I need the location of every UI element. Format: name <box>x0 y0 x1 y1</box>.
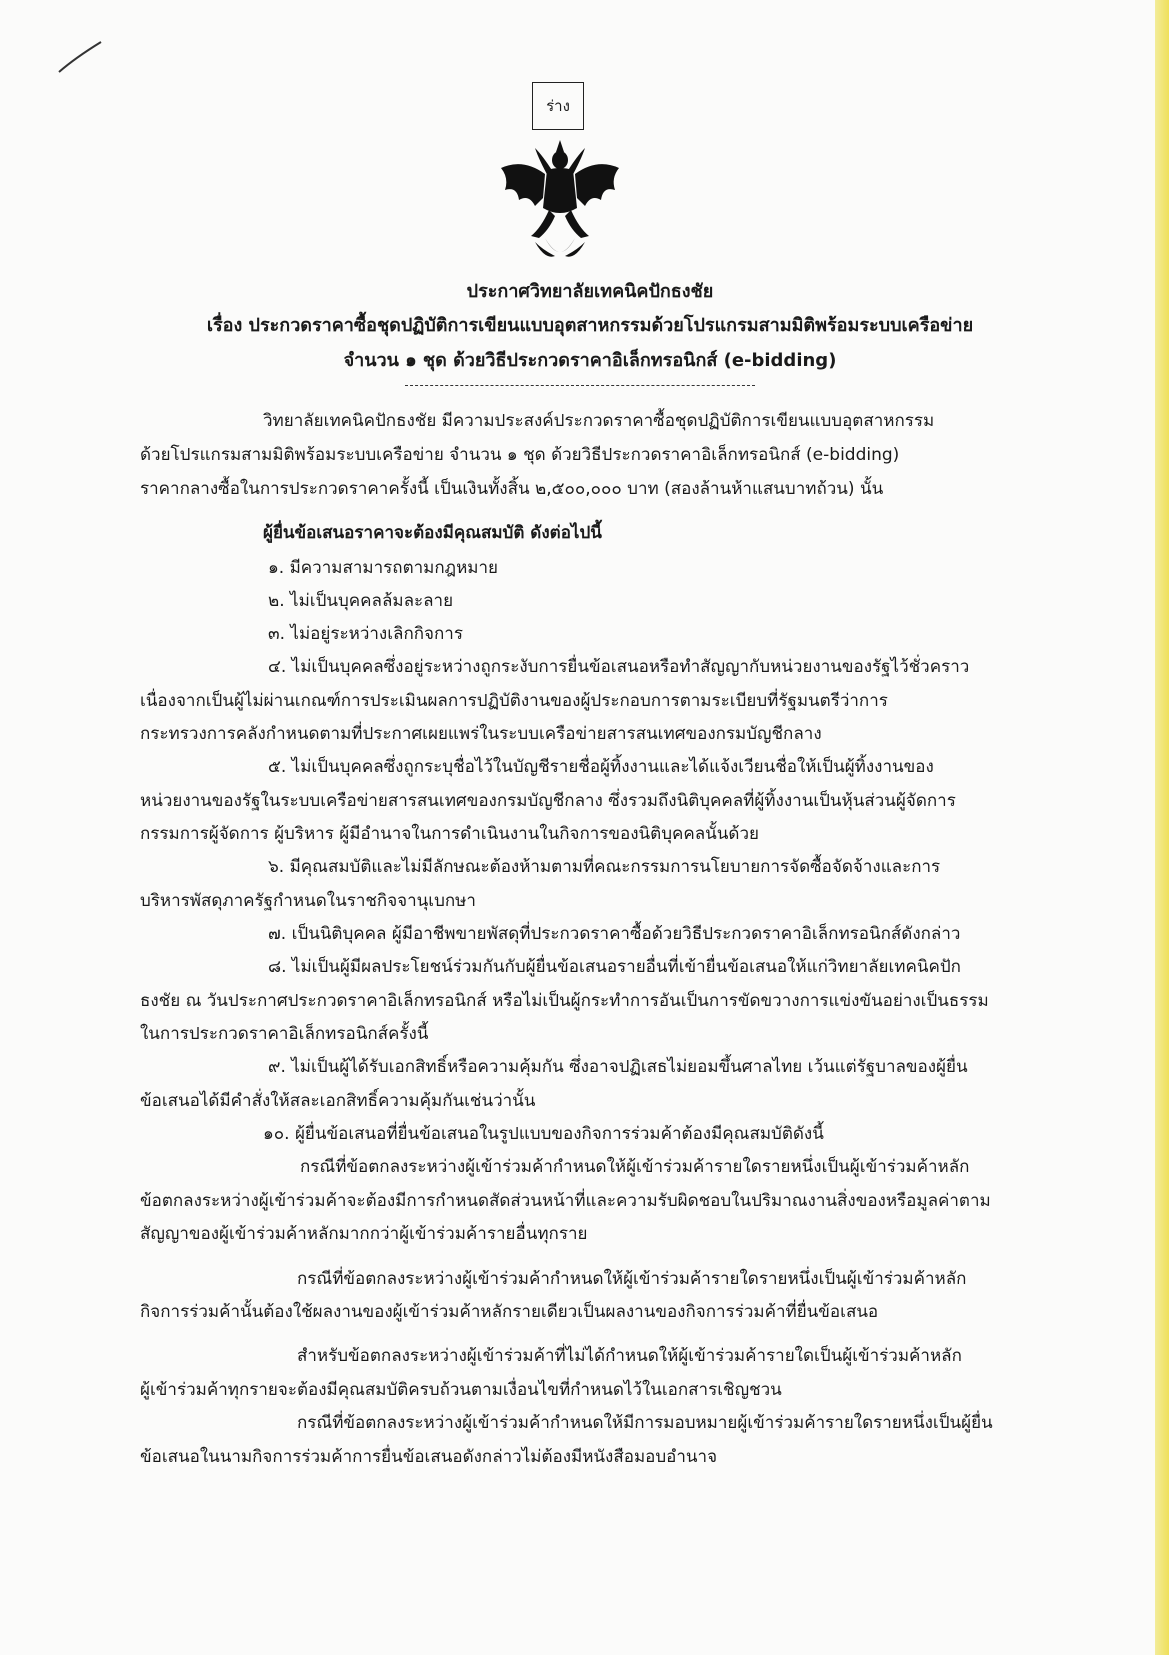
jv-para-1-line-2: ข้อตกลงระหว่างผู้เข้าร่วมค้าจะต้องมีการกำหนดสัดส่วนหน้าที่และความรับผิดชอบในปริมาณงานสิ่งของหรือมูลค่าตาม <box>140 1191 991 1211</box>
qualification-item-6-line-1: ๖. มีคุณสมบัติและไม่มีลักษณะต้องห้ามตามที่คณะกรรมการนโยบายการจัดซื้อจัดจ้างและการ <box>268 857 941 877</box>
jv-para-4-line-1: กรณีที่ข้อตกลงระหว่างผู้เข้าร่วมค้ากำหนดให้มีการมอบหมายผู้เข้าร่วมค้ารายใดรายหนึ่งเป็นผู้ยื่น <box>297 1413 993 1433</box>
page-edge-highlight <box>1155 0 1169 1655</box>
jv-para-3-line-2: ผู้เข้าร่วมค้าทุกรายจะต้องมีคุณสมบัติครบถ้วนตามเงื่อนไขที่กำหนดไว้ในเอกสารเชิญชวน <box>140 1380 782 1400</box>
qualification-item-1: ๑. มีความสามารถตามกฎหมาย <box>268 558 498 578</box>
intro-line-1: วิทยาลัยเทคนิคปักธงชัย มีความประสงค์ประกวดราคาซื้อชุดปฏิบัติการเขียนแบบอุตสาหกรรม <box>263 411 935 431</box>
draft-stamp: ร่าง <box>532 82 584 130</box>
qualification-item-4-line-1: ๔. ไม่เป็นบุคคลซึ่งอยู่ระหว่างถูกระงับการยื่นข้อเสนอหรือทำสัญญากับหน่วยงานของรัฐไว้ชั่วคราว <box>268 657 970 677</box>
header-divider <box>405 385 755 386</box>
garuda-emblem-icon <box>495 138 625 266</box>
jv-para-2-line-2: กิจการร่วมค้านั้นต้องใช้ผลงานของผู้เข้าร่วมค้าหลักรายเดียวเป็นผลงานของกิจการร่วมค้าที่ยื่นข้อเสนอ <box>140 1302 879 1322</box>
qualification-item-8-line-2: ธงชัย ณ วันประกาศประกวดราคาอิเล็กทรอนิกส์ หรือไม่เป็นผู้กระทำการอันเป็นการขัดขวางการแข่งขันอย่างเป็นธรรม <box>140 991 989 1011</box>
qualification-item-4-line-2: เนื่องจากเป็นผู้ไม่ผ่านเกณฑ์การประเมินผลการปฏิบัติงานของผู้ประกอบการตามระเบียบที่รัฐมนตรีว่าการ <box>140 691 888 711</box>
intro-line-2: ด้วยโปรแกรมสามมิติพร้อมระบบเครือข่าย จำนวน ๑ ชุด ด้วยวิธีประกวดราคาอิเล็กทรอนิกส์ (e-bidding) <box>140 445 900 465</box>
qualification-item-9-line-1: ๙. ไม่เป็นผู้ได้รับเอกสิทธิ์หรือความคุ้มกัน ซึ่งอาจปฏิเสธไม่ยอมขึ้นศาลไทย เว้นแต่รัฐบาลของผู้ยื่น <box>268 1057 968 1077</box>
qualification-item-5-line-3: กรรมการผู้จัดการ ผู้บริหาร ผู้มีอำนาจในการดำเนินงานในกิจการของนิติบุคคลนั้นด้วย <box>140 824 759 844</box>
pen-mark-icon <box>55 38 105 78</box>
announcement-subject: เรื่อง ประกวดราคาซื้อชุดปฏิบัติการเขียนแบบอุตสาหกรรมด้วยโปรแกรมสามมิติพร้อมระบบเครือข่าย <box>206 315 974 336</box>
announcement-title: ประกาศวิทยาลัยเทคนิคปักธงชัย <box>466 281 714 302</box>
qualification-item-9-line-2: ข้อเสนอได้มีคำสั่งให้สละเอกสิทธิ์ความคุ้มกันเช่นว่านั้น <box>140 1091 536 1111</box>
jv-para-4-line-2: ข้อเสนอในนามกิจการร่วมค้าการยื่นข้อเสนอดังกล่าวไม่ต้องมีหนังสือมอบอำนาจ <box>140 1447 718 1467</box>
qualification-item-5-line-1: ๕. ไม่เป็นบุคคลซึ่งถูกระบุชื่อไว้ในบัญชีรายชื่อผู้ทิ้งงานและได้แจ้งเวียนชื่อให้เป็นผู้ทิ้งงานของ <box>268 757 934 777</box>
qualification-item-5-line-2: หน่วยงานของรัฐในระบบเครือข่ายสารสนเทศของกรมบัญชีกลาง ซึ่งรวมถึงนิติบุคคลที่ผู้ทิ้งงานเป็นหุ้นส่วนผู้จัดการ <box>140 791 956 811</box>
qualification-item-6-line-2: บริหารพัสดุภาครัฐกำหนดในราชกิจจานุเบกษา <box>140 891 476 911</box>
announcement-quantity-method: จำนวน ๑ ชุด ด้วยวิธีประกวดราคาอิเล็กทรอนิกส์ (e-bidding) <box>343 350 837 371</box>
qualification-item-10: ๑๐. ผู้ยื่นข้อเสนอที่ยื่นข้อเสนอในรูปแบบของกิจการร่วมค้าต้องมีคุณสมบัติดังนี้ <box>263 1124 824 1144</box>
qualifications-heading: ผู้ยื่นข้อเสนอราคาจะต้องมีคุณสมบัติ ดังต่อไปนี้ <box>263 523 602 543</box>
jv-para-3-line-1: สำหรับข้อตกลงระหว่างผู้เข้าร่วมค้าที่ไม่ได้กำหนดให้ผู้เข้าร่วมค้ารายใดเป็นผู้เข้าร่วมค้าหลัก <box>297 1346 962 1366</box>
jv-para-2-line-1: กรณีที่ข้อตกลงระหว่างผู้เข้าร่วมค้ากำหนดให้ผู้เข้าร่วมค้ารายใดรายหนึ่งเป็นผู้เข้าร่วมค้าหลัก <box>297 1269 967 1289</box>
qualification-item-7: ๗. เป็นนิติบุคคล ผู้มีอาชีพขายพัสดุที่ประกวดราคาซื้อด้วยวิธีประกวดราคาอิเล็กทรอนิกส์ดังกล่าว <box>268 924 961 944</box>
qualification-item-2: ๒. ไม่เป็นบุคคลล้มละลาย <box>268 591 454 611</box>
qualification-item-3: ๓. ไม่อยู่ระหว่างเลิกกิจการ <box>268 624 463 644</box>
jv-para-1-line-3: สัญญาของผู้เข้าร่วมค้าหลักมากกว่าผู้เข้าร่วมค้ารายอื่นทุกราย <box>140 1224 588 1244</box>
intro-line-3: ราคากลางซื้อในการประกวดราคาครั้งนี้ เป็นเงินทั้งสิ้น ๒,๕๐๐,๐๐๐ บาท (สองล้านห้าแสนบาทถ้วน) นั้น <box>140 479 884 499</box>
qualification-item-4-line-3: กระทรวงการคลังกำหนดตามที่ประกาศเผยแพร่ในระบบเครือข่ายสารสนเทศของกรมบัญชีกลาง <box>140 724 822 744</box>
qualification-item-8-line-1: ๘. ไม่เป็นผู้มีผลประโยชน์ร่วมกันกับผู้ยื่นข้อเสนอรายอื่นที่เข้ายื่นข้อเสนอให้แก่วิทยาลัยเทคนิคปัก <box>268 957 961 977</box>
qualification-item-8-line-3: ในการประกวดราคาอิเล็กทรอนิกส์ครั้งนี้ <box>140 1024 429 1044</box>
jv-para-1-line-1: กรณีที่ข้อตกลงระหว่างผู้เข้าร่วมค้ากำหนดให้ผู้เข้าร่วมค้ารายใดรายหนึ่งเป็นผู้เข้าร่วมค้าหลัก <box>300 1157 970 1177</box>
